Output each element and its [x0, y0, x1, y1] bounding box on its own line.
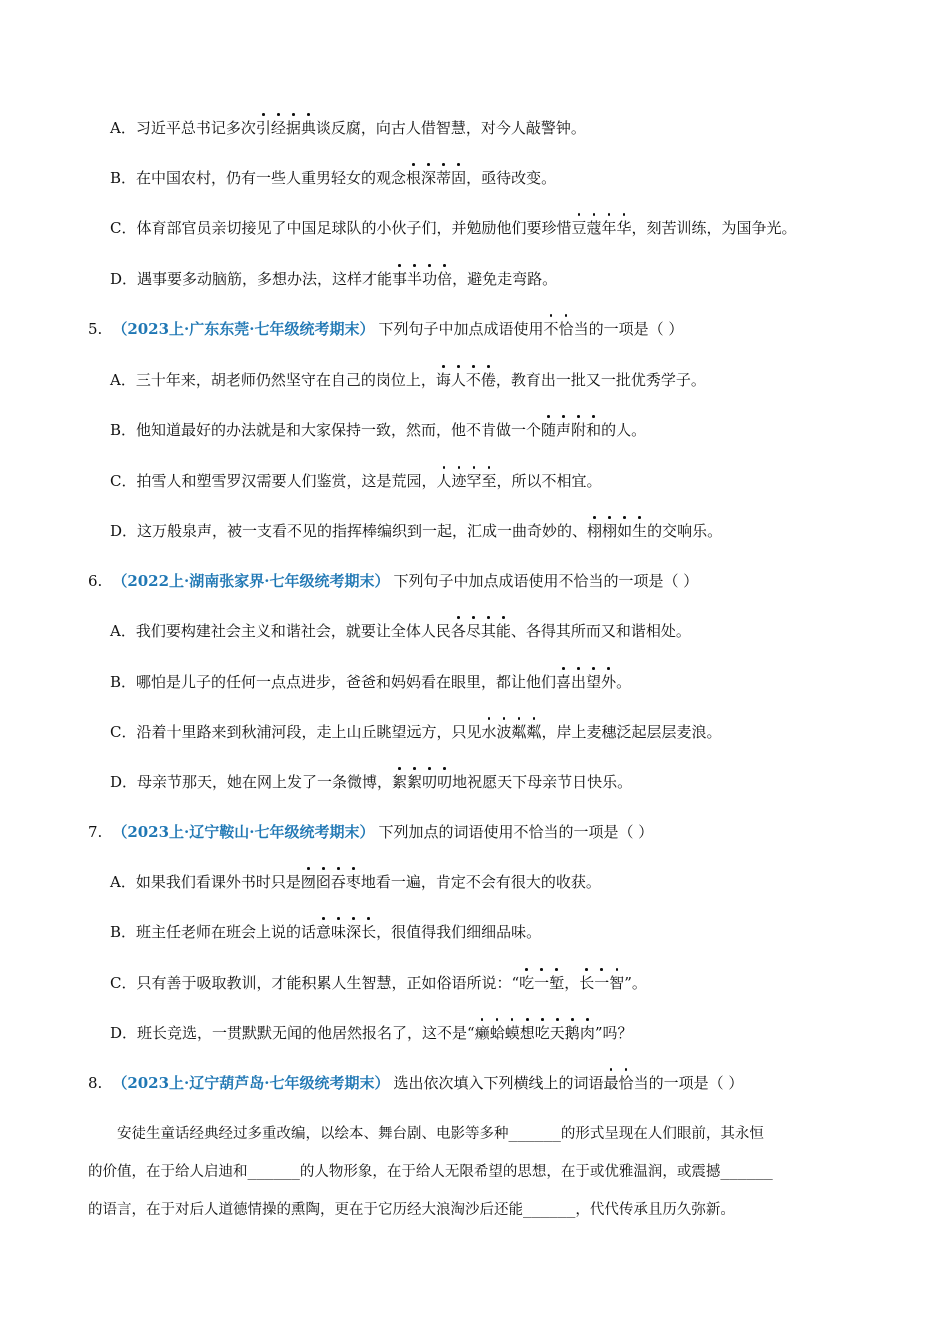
dotted-idiom: 栩栩如生: [587, 522, 648, 540]
option-text: 地看一遍，肯定不会有很大的收获。: [360, 873, 601, 891]
option-text: B．他知道最好的办法就是和大家保持一致，然而，他不肯做一个: [110, 421, 542, 439]
q5-option-d: [110, 520, 722, 542]
question-stem: 当的一项是（ ）: [573, 320, 684, 338]
q7-option-c: [110, 972, 647, 994]
option-text: A．习近平总书记多次: [110, 119, 256, 137]
question-number: 5.: [88, 320, 103, 338]
option-text: ，岸上麦穗泛起层层麦浪。: [541, 723, 722, 741]
dotted-idiom: 人迹罕至: [436, 472, 497, 490]
q6-option-d: [110, 771, 632, 793]
q4-option-c: [110, 217, 797, 239]
option-text: ”吗？: [594, 1024, 633, 1042]
q8-passage-line-1: 安徒生童话经典经过多重改编，以绘本、舞台剧、电影等多种______的形式呈现在人们眼前，其永恒: [88, 1126, 764, 1142]
option-text: 地祝愿天下母亲节日快乐。: [452, 773, 633, 791]
question-stem: 选出依次填入下列横线上的词语: [393, 1074, 604, 1092]
option-text: ，刻苦训练，为国争光。: [631, 219, 797, 237]
q4-option-b: [110, 167, 556, 189]
option-text: ，所以不相宜。: [496, 472, 602, 490]
dotted-idiom: 各尽其能: [450, 622, 511, 640]
question-stem: 当的一项是（ ）: [633, 1074, 744, 1092]
question-number: 8.: [88, 1074, 103, 1092]
option-text: 的交响乐。: [647, 522, 723, 540]
option-text: B．哪怕是儿子的任何一点点进步，爸爸和妈妈看在眼里，都让他们: [110, 673, 557, 691]
q5-option-b: [110, 419, 646, 441]
dotted-idiom: 随声附和: [541, 421, 602, 439]
dotted-idiom: 吃一堑，长一智: [519, 974, 625, 992]
question-number: 7.: [88, 823, 103, 841]
q8-stem: [88, 1072, 743, 1094]
question-source: （2023上·辽宁葫芦岛·七年级统考期末）: [112, 1074, 390, 1092]
option-text: C．只有善于吸取教训，才能积累人生智慧，正如俗语所说：“: [110, 974, 520, 992]
option-text: 的人。: [601, 421, 647, 439]
dotted-word: 最恰: [603, 1074, 634, 1092]
option-text: C．沿着十里路来到秋浦河段，走上山丘眺望远方，只见: [110, 723, 482, 741]
option-text: 。: [616, 673, 632, 691]
dotted-idiom: 引经据典: [255, 119, 316, 137]
dotted-idiom: 诲人不倦: [435, 371, 496, 389]
question-source: （2023上·辽宁鞍山·七年级统考期末）: [112, 823, 375, 841]
option-text: B．班主任老师在班会上说的话: [110, 923, 317, 941]
dotted-idiom: 癞蛤蟆想吃天鹅肉: [474, 1024, 595, 1042]
option-text: ，很值得我们细细品味。: [376, 923, 542, 941]
q6-option-b: [110, 671, 631, 693]
option-text: 谈反腐，向古人借智慧，对今人敲警钟。: [315, 119, 586, 137]
option-text: D．遇事要多动脑筋，多想办法，这样才能: [110, 270, 393, 288]
q7-stem: [88, 821, 653, 843]
q6-option-c: [110, 721, 722, 743]
option-text: ”。: [624, 974, 647, 992]
option-text: C．体育部官员亲切接见了中国足球队的小伙子们，并勉励他们要珍惜: [110, 219, 572, 237]
dotted-idiom: 事半功倍: [392, 270, 453, 288]
question-source: （2023上·广东东莞·七年级统考期末）: [112, 320, 375, 338]
option-text: D．这万般泉声，被一支看不见的指挥棒编织到一起，汇成一曲奇妙的、: [110, 522, 588, 540]
dotted-idiom: 意味深长: [316, 923, 377, 941]
option-text: ，教育出一批又一批优秀学子。: [495, 371, 706, 389]
question-stem: 下列句子中加点成语使用不恰当的一项是（ ）: [393, 572, 699, 590]
option-text: A．我们要构建社会主义和谐社会，就要让全体人民: [110, 622, 451, 640]
q6-option-a: [110, 620, 691, 642]
option-text: B．在中国农村，仍有一些人重男轻女的观念: [110, 169, 407, 187]
q4-option-a: [110, 117, 586, 139]
option-text: D．班长竞选，一贯默默无闻的他居然报名了，这不是“: [110, 1024, 475, 1042]
q5-option-c: [110, 470, 602, 492]
dotted-idiom: 豆蔻年华: [571, 219, 632, 237]
q4-option-d: [110, 268, 557, 290]
option-text: ，亟待改变。: [466, 169, 557, 187]
question-stem: 下列句子中加点成语使用: [378, 320, 544, 338]
dotted-idiom: 喜出望外: [556, 673, 617, 691]
option-text: 、各得其所而又和谐相处。: [510, 622, 691, 640]
q7-option-b: [110, 921, 541, 943]
question-number: 6.: [88, 572, 103, 590]
option-text: A．三十年来，胡老师仍然坚守在自己的岗位上，: [110, 371, 436, 389]
q5-option-a: [110, 369, 706, 391]
dotted-idiom: 囫囵吞枣: [300, 873, 361, 891]
dotted-idiom: 絮絮叨叨: [392, 773, 453, 791]
option-text: ，避免走弯路。: [452, 270, 558, 288]
q6-stem: [88, 570, 698, 592]
q8-passage-line-2: 的价值，在于给人启迪和______的人物形象，在于给人无限希望的思想，在于或优雅温润，或震撼______: [88, 1164, 773, 1180]
question-stem: 下列加点的词语使用不恰当的一项是（ ）: [378, 823, 654, 841]
dotted-word: 不恰: [543, 320, 574, 338]
q7-option-d: [110, 1022, 633, 1044]
option-text: D．母亲节那天，她在网上发了一条微博，: [110, 773, 393, 791]
option-text: A．如果我们看课外书时只是: [110, 873, 301, 891]
option-text: C．拍雪人和塑雪罗汉需要人们鉴赏，这是荒园，: [110, 472, 437, 490]
q5-stem: [88, 318, 683, 340]
dotted-idiom: 根深蒂固: [406, 169, 467, 187]
dotted-idiom: 水波粼粼: [481, 723, 542, 741]
q8-passage-line-3: 的语言，在于对后人道德情操的熏陶，更在于它历经大浪淘沙后还能______，代代传承且历久弥新。: [88, 1202, 735, 1218]
question-source: （2022上·湖南张家界·七年级统考期末）: [112, 572, 390, 590]
q7-option-a: [110, 871, 601, 893]
